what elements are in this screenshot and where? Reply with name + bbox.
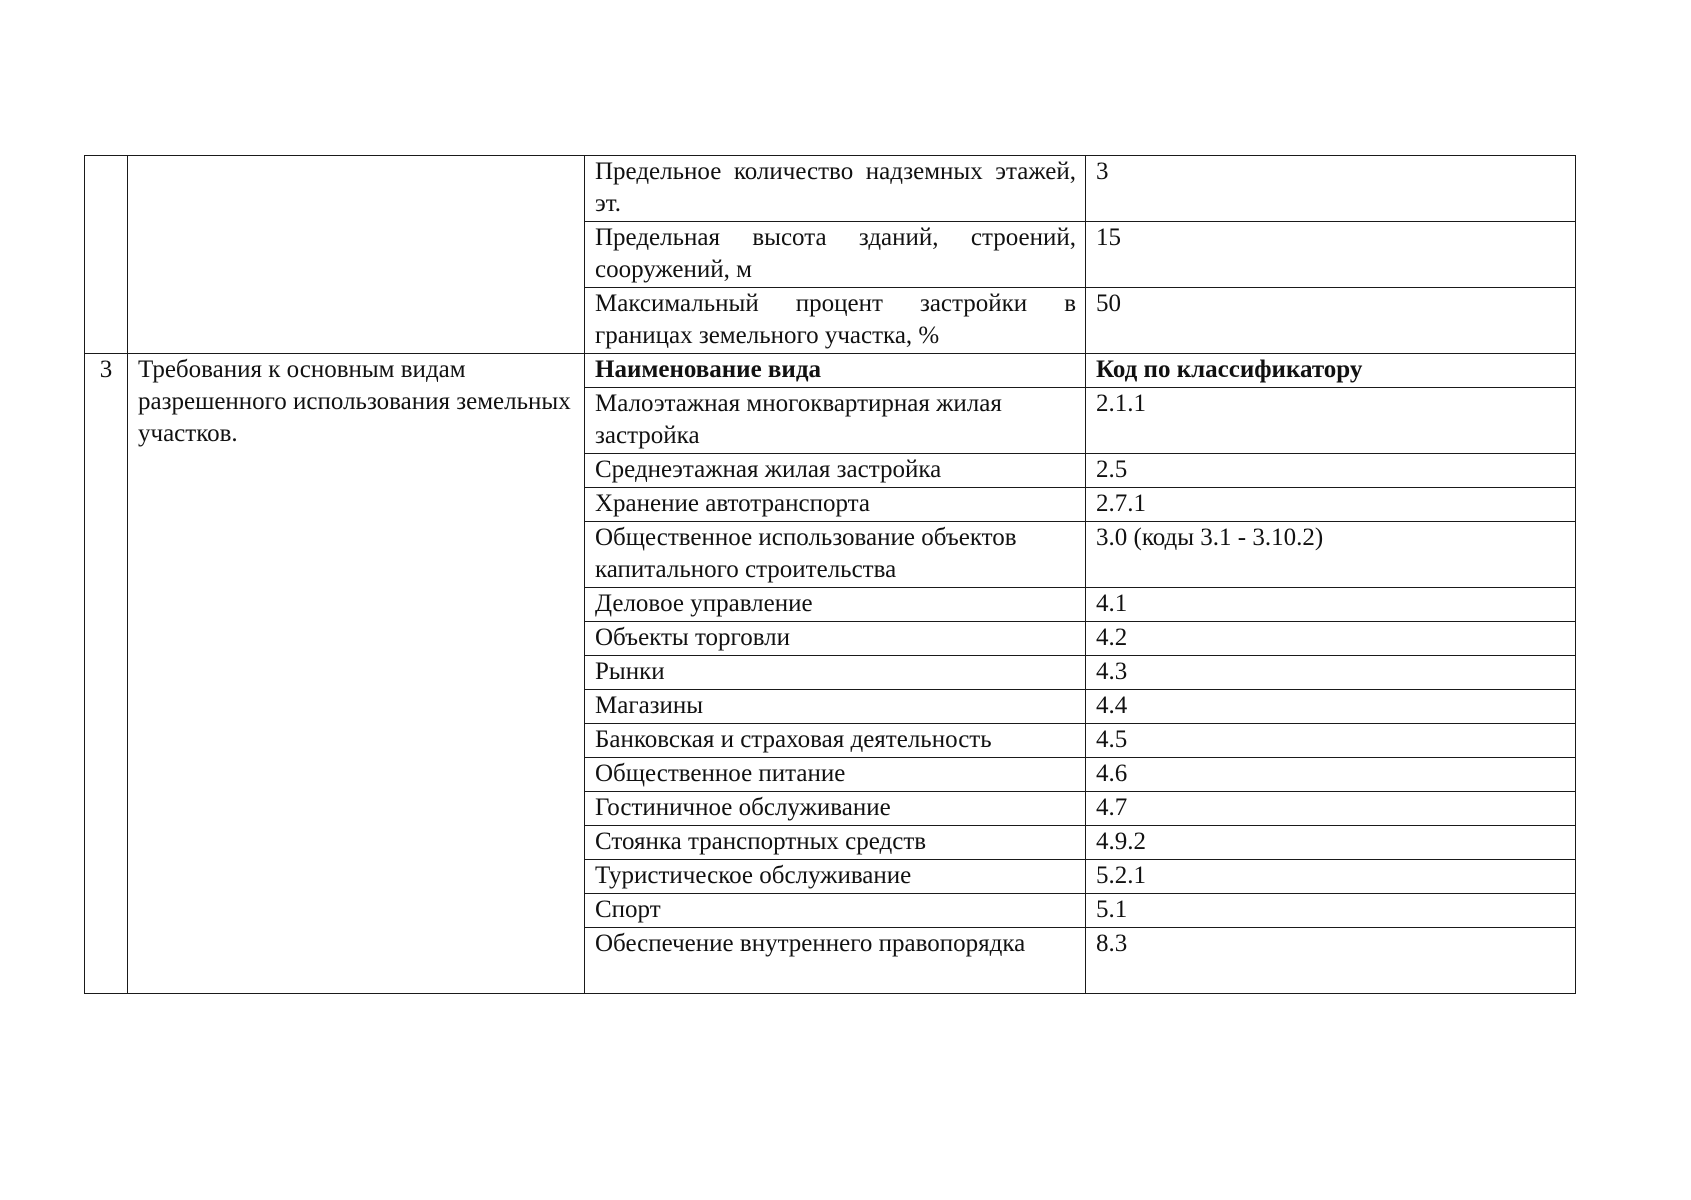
table-row xyxy=(85,156,1576,222)
table-row xyxy=(85,354,1576,388)
use-type-code: 4.6 xyxy=(1086,758,1576,792)
param-name: Предельная высота зданий, строений, сооружений, м xyxy=(585,222,1086,288)
param-value: 15 xyxy=(1086,222,1576,288)
use-type-name: Обеспечение внутреннего правопорядка xyxy=(585,928,1086,994)
use-type-name: Объекты торговли xyxy=(585,622,1086,656)
header-code: Код по классификатору xyxy=(1086,354,1576,388)
use-type-name: Деловое управление xyxy=(585,588,1086,622)
param-value: 3 xyxy=(1086,156,1576,222)
use-type-code: 5.1 xyxy=(1086,894,1576,928)
use-type-code: 4.3 xyxy=(1086,656,1576,690)
use-type-code: 5.2.1 xyxy=(1086,860,1576,894)
use-type-code: 3.0 (коды 3.1 - 3.10.2) xyxy=(1086,522,1576,588)
use-type-name: Общественное использование объектов капитального строительства xyxy=(585,522,1086,588)
header-name: Наименование вида xyxy=(585,354,1086,388)
use-type-name: Среднеэтажная жилая застройка xyxy=(585,454,1086,488)
use-type-name: Банковская и страховая деятельность xyxy=(585,724,1086,758)
use-type-name: Гостиничное обслуживание xyxy=(585,792,1086,826)
use-type-code: 4.1 xyxy=(1086,588,1576,622)
empty-number-cell xyxy=(85,156,128,354)
use-type-code: 2.7.1 xyxy=(1086,488,1576,522)
use-type-code: 4.9.2 xyxy=(1086,826,1576,860)
section-title: Требования к основным видам разрешенного использования земельных участков. xyxy=(128,354,585,994)
use-type-code: 4.5 xyxy=(1086,724,1576,758)
param-name: Предельное количество надземных этажей, эт. xyxy=(585,156,1086,222)
use-type-code: 2.1.1 xyxy=(1086,388,1576,454)
use-type-code: 4.2 xyxy=(1086,622,1576,656)
use-type-name: Малоэтажная многоквартирная жилая застройка xyxy=(585,388,1086,454)
use-type-code: 2.5 xyxy=(1086,454,1576,488)
zoning-requirements-table xyxy=(84,155,1576,994)
use-type-name: Спорт xyxy=(585,894,1086,928)
use-type-name: Магазины xyxy=(585,690,1086,724)
use-type-name: Стоянка транспортных средств xyxy=(585,826,1086,860)
section-number: 3 xyxy=(85,354,128,994)
param-value: 50 xyxy=(1086,288,1576,354)
use-type-name: Рынки xyxy=(585,656,1086,690)
empty-requirement-cell xyxy=(128,156,585,354)
use-type-code: 8.3 xyxy=(1086,928,1576,994)
use-type-name: Туристическое обслуживание xyxy=(585,860,1086,894)
param-name: Максимальный процент застройки в границах земельного участка, % xyxy=(585,288,1086,354)
use-type-code: 4.7 xyxy=(1086,792,1576,826)
use-type-name: Хранение автотранспорта xyxy=(585,488,1086,522)
use-type-name: Общественное питание xyxy=(585,758,1086,792)
use-type-code: 4.4 xyxy=(1086,690,1576,724)
